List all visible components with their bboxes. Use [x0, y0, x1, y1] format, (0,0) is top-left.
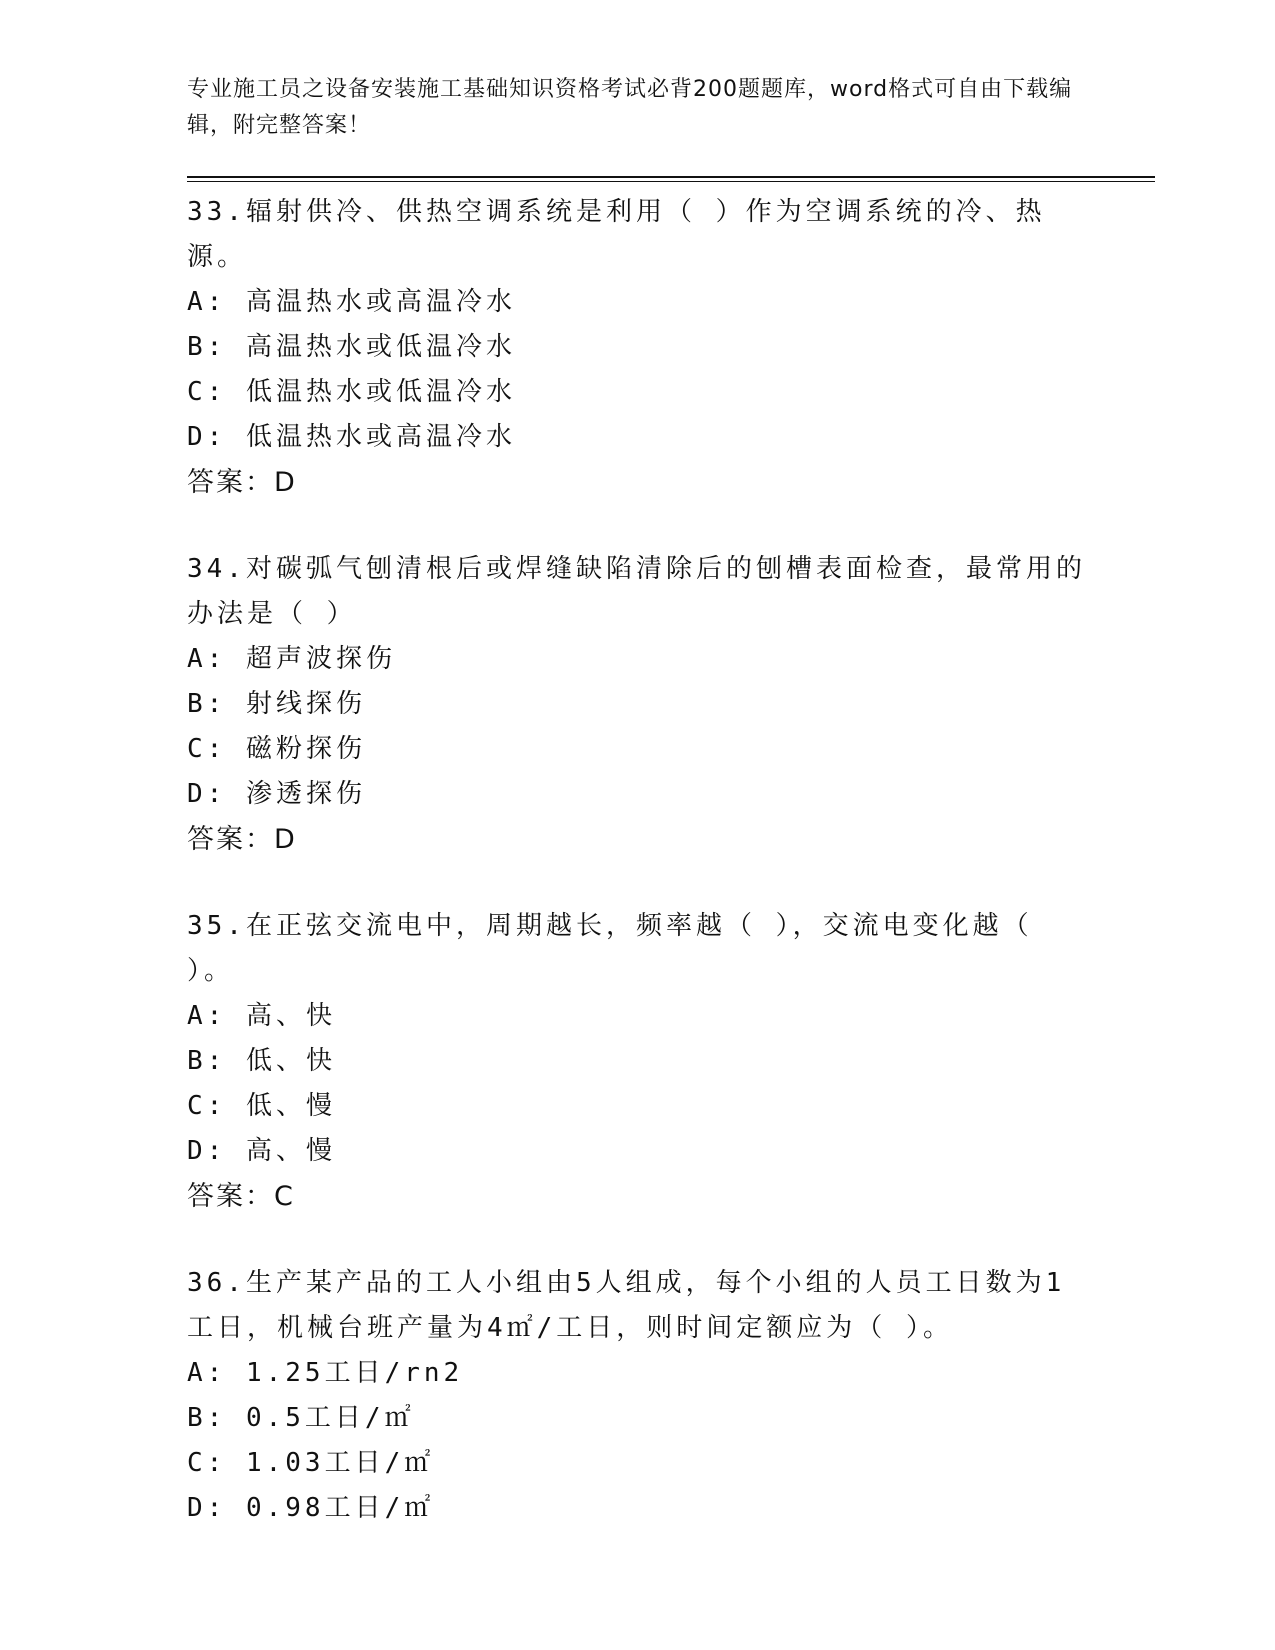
- option-a: A: 1.25工日/rn2: [187, 1358, 464, 1388]
- answer-line: 答案：C: [187, 1181, 295, 1212]
- option-a: A: 高、快: [187, 1001, 336, 1031]
- answer-line: 答案：D: [187, 467, 297, 498]
- option-d: D: 0.98工日/㎡: [187, 1493, 435, 1523]
- header-divider-thick: [187, 176, 1155, 178]
- option-d: D: 低温热水或高温冷水: [187, 422, 516, 452]
- question-stem: 34.对碳弧气刨清根后或焊缝缺陷清除后的刨槽表面检查，最常用的办法是（ ）: [187, 554, 1086, 629]
- option-a: A: 高温热水或高温冷水: [187, 287, 516, 317]
- question-35: [187, 904, 1087, 1219]
- option-b: B: 射线探伤: [187, 689, 366, 719]
- option-a: A: 超声波探伤: [187, 644, 396, 674]
- option-d: D: 高、慢: [187, 1136, 336, 1166]
- question-stem: 35.在正弦交流电中，周期越长，频率越（ ），交流电变化越（ ）。: [187, 911, 1053, 986]
- question-33: [187, 190, 1087, 505]
- option-b: B: 高温热水或低温冷水: [187, 332, 516, 362]
- option-c: C: 低温热水或低温冷水: [187, 377, 516, 407]
- answer-line: 答案：D: [187, 824, 297, 855]
- question-list: [187, 190, 1087, 1573]
- question-stem: 33.辐射供冷、供热空调系统是利用（ ）作为空调系统的冷、热源。: [187, 197, 1046, 272]
- option-b: B: 低、快: [187, 1046, 336, 1076]
- question-34: [187, 547, 1087, 862]
- option-c: C: 磁粉探伤: [187, 734, 366, 764]
- document-header: 专业施工员之设备安装施工基础知识资格考试必背200题题库，word格式可自由下载编辑，附完整答案！: [187, 77, 1073, 138]
- option-b: B: 0.5工日/㎡: [187, 1403, 415, 1433]
- question-stem: 36.生产某产品的工人小组由5人组成，每个小组的人员工日数为1工日，机械台班产量为4㎡/工日，则时间定额应为（ ）。: [187, 1268, 1066, 1343]
- header-divider-thin: [187, 181, 1155, 182]
- option-c: C: 1.03工日/㎡: [187, 1448, 435, 1478]
- option-d: D: 渗透探伤: [187, 779, 366, 809]
- question-36: [187, 1261, 1087, 1531]
- option-c: C: 低、慢: [187, 1091, 336, 1121]
